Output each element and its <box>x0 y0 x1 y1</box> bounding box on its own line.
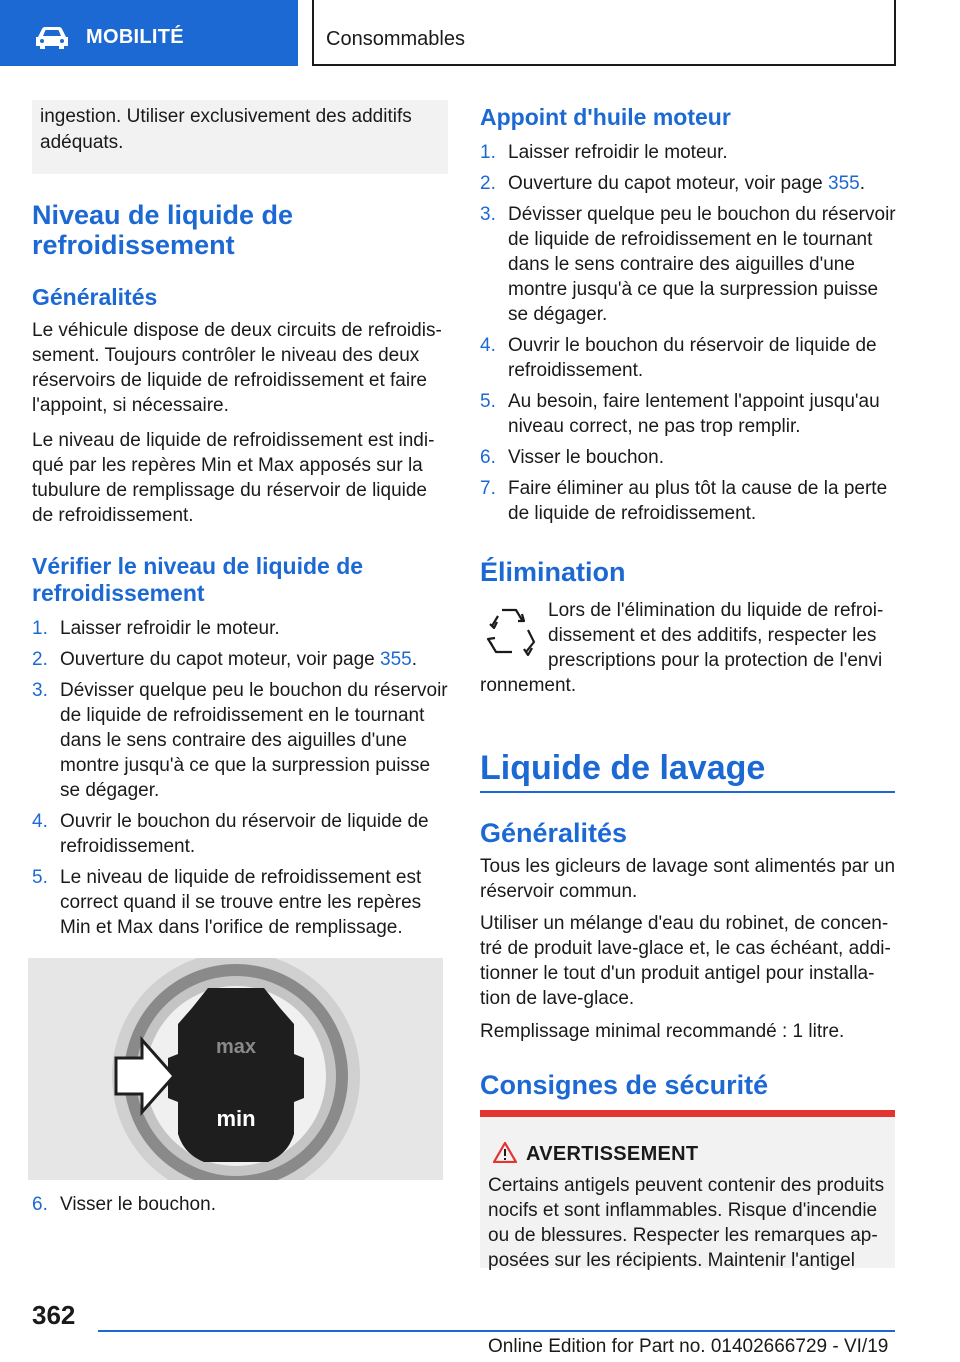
list-item <box>32 865 448 940</box>
step-number: 5. <box>480 391 496 412</box>
page-number: 362 <box>32 1300 76 1330</box>
washer-paragraph-2: Utiliser un mélange d'eau du robinet, de concentré de produit lave-glace et, le cas échéant, additionner le tout d'un produit antigel pour installation de lave-glace. <box>480 913 891 1009</box>
car-icon <box>34 26 70 50</box>
step-text: Au besoin, faire lentement l'appoint jusqu'au niveau correct, ne pas trop remplir. <box>508 391 880 437</box>
section-tab[interactable] <box>0 0 298 66</box>
step-number: 3. <box>480 204 496 225</box>
step-number: 2. <box>32 649 48 670</box>
washer-paragraph-1: Tous les gicleurs de lavage sont alimentés par un réservoir commun. <box>480 856 896 902</box>
general-paragraph-2: Le niveau de liquide de refroidissement est indiqué par les repères Min et Max apposés sur la tubulure de remplissage du réservoir de liquide de refroidissement. <box>32 430 435 526</box>
step-text: Ouvrir le bouchon du réservoir de liquide de refroidissement. <box>60 811 429 857</box>
step-number: 6. <box>480 447 496 468</box>
chapter-label: Consommables <box>326 28 465 50</box>
elimination-text-end: ronnement. <box>480 675 577 696</box>
safety-title: Consignes de sécurité <box>480 1070 769 1100</box>
washer-paragraph-3: Remplissage minimal recommandé : 1 litre. <box>480 1021 845 1042</box>
page-link[interactable]: 355 <box>828 173 860 194</box>
general-title: Généralités <box>32 284 158 310</box>
warning-title: AVERTISSEMENT <box>526 1143 699 1165</box>
final-step <box>32 1192 448 1223</box>
coolant-heading: Niveau de liquide de refroidissement <box>32 200 294 260</box>
step-text: Laisser refroidir le moteur. <box>508 142 728 163</box>
footer-divider <box>98 1330 895 1332</box>
elimination-text: Lors de l'élimination du liquide de refroidissement et des additifs, respecter les prescriptions pour la protection de l'envi <box>548 600 884 671</box>
step-number: 1. <box>480 142 496 163</box>
list-item <box>32 809 448 859</box>
warning-icon <box>492 1141 518 1163</box>
title-divider <box>480 791 895 793</box>
list-item <box>480 445 896 470</box>
oil-title: Appoint d'huile moteur <box>480 104 731 130</box>
coolant-cap-illustration <box>28 958 443 1180</box>
page-link[interactable]: 355 <box>380 649 412 670</box>
recycle-icon <box>482 604 536 658</box>
list-item <box>480 171 896 196</box>
step-text: Dévisser quelque peu le bouchon du réservoir de liquide de refroidissement en le tournant dans le sens contraire des aiguilles d'une montre jusqu'à ce que la surpression puisse se dégager. <box>508 204 896 325</box>
step-text: Dévisser quelque peu le bouchon du réservoir de liquide de refroidissement en le tournant dans le sens contraire des aiguilles d'une montre jusqu'à ce que la surpression puisse se dégager. <box>60 680 448 801</box>
step-text-end: . <box>411 649 417 670</box>
step-number: 1. <box>32 618 48 639</box>
step-text: Ouverture du capot moteur, voir page <box>508 173 829 194</box>
footer-edition: Online Edition for Part no. 01402666729 - VI/19 <box>488 1336 889 1357</box>
step-text-end: . <box>859 173 865 194</box>
list-item <box>32 647 448 672</box>
list-item <box>480 140 896 165</box>
list-item <box>480 389 896 439</box>
step-number: 7. <box>480 478 496 499</box>
step-number: 5. <box>32 867 48 888</box>
step-number: 3. <box>32 680 48 701</box>
list-item <box>32 678 448 803</box>
step-text: Laisser refroidir le moteur. <box>60 618 280 639</box>
elimination-title: Élimination <box>480 557 626 587</box>
list-item <box>32 1192 448 1217</box>
chapter-tab[interactable] <box>312 0 896 66</box>
list-item <box>480 476 896 526</box>
step-text: Visser le bouchon. <box>60 1194 216 1215</box>
washer-title: Liquide de lavage <box>480 749 766 787</box>
step-number: 6. <box>32 1194 48 1215</box>
max-mark: max <box>215 1036 257 1058</box>
min-mark: min <box>216 1106 256 1131</box>
note-box <box>32 100 448 174</box>
step-number: 4. <box>480 335 496 356</box>
oil-steps <box>480 140 896 532</box>
list-item <box>480 333 896 383</box>
warning-text: Certains antigels peuvent contenir des produits nocifs et sont inflammables. Risque d'incendie ou de blessures. Respecter les remarques apposées sur les récipients. Maintenir l'antigel <box>488 1175 885 1271</box>
step-number: 2. <box>480 173 496 194</box>
list-item <box>32 616 448 641</box>
step-text: Le niveau de liquide de refroidissement est correct quand il se trouve entre les repères Min et Max dans l'orifice de remplissage. <box>60 867 422 938</box>
general-paragraph-1: Le véhicule dispose de deux circuits de refroidissement. Toujours contrôler le niveau des deux réservoirs de liquide de refroidissement et faire l'appoint, si nécessaire. <box>32 320 442 416</box>
washer-general-title: Généralités <box>480 818 628 848</box>
step-number: 4. <box>32 811 48 832</box>
section-label: MOBILITÉ <box>86 26 184 48</box>
warning-box <box>480 1110 895 1271</box>
coolant-cap-figure <box>28 958 443 1180</box>
step-text: Visser le bouchon. <box>508 447 664 468</box>
step-text: Ouverture du capot moteur, voir page <box>60 649 381 670</box>
step-text: Faire éliminer au plus tôt la cause de la perte de liquide de refroidissement. <box>508 478 888 524</box>
note-text: ingestion. Utiliser exclusivement des additifs adéquats. <box>40 106 412 153</box>
check-steps <box>32 616 448 946</box>
page-header <box>0 0 960 66</box>
list-item <box>480 202 896 327</box>
check-title: Vérifier le niveau de liquide de refroidissement <box>32 553 364 606</box>
step-text: Ouvrir le bouchon du réservoir de liquide de refroidissement. <box>508 335 877 381</box>
